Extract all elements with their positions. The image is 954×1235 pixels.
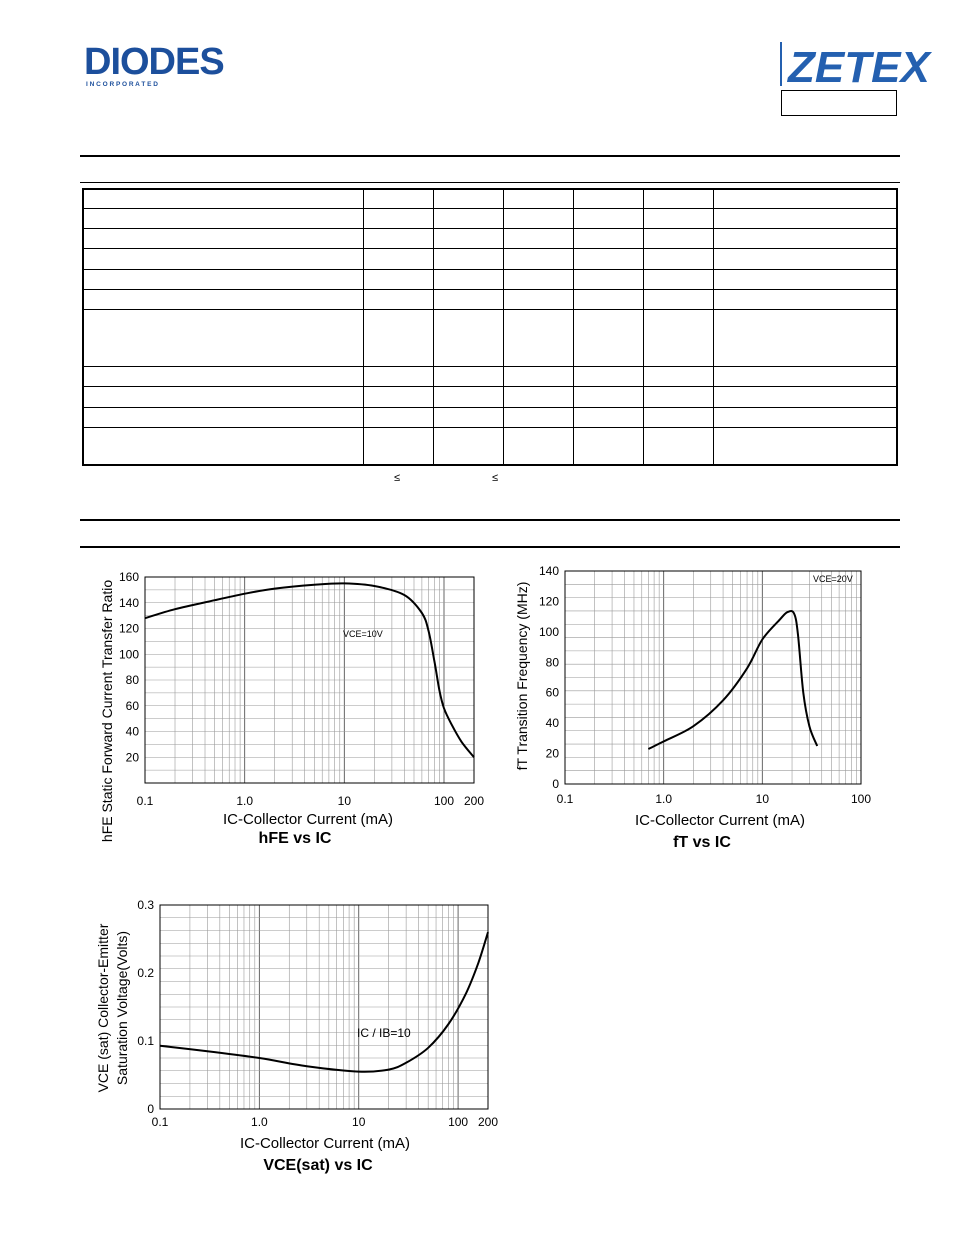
y-tick-label: 60: [125, 698, 139, 713]
chart-title: VCE(sat) vs IC: [263, 1157, 373, 1174]
y-tick-label: 60: [545, 685, 559, 700]
y-tick-label: 140: [118, 595, 139, 610]
x-tick-label: 100: [433, 794, 455, 808]
x-tick-label: 0.1: [556, 792, 574, 806]
x-tick-label: 0.1: [151, 1115, 169, 1129]
y-tick-label: 160: [118, 570, 139, 584]
y-tick-label: 100: [118, 647, 139, 662]
y-tick-label: 0.1: [137, 1034, 154, 1048]
y-axis-label: fT Transition Frequency (MHz): [514, 581, 530, 771]
y-tick-label: 0: [147, 1102, 154, 1116]
curve-annotation: VCE=20V: [813, 574, 853, 584]
x-tick-label: 1.0: [655, 792, 673, 806]
y-axis-label: hFE Static Forward Current Transfer Ratio: [99, 579, 115, 843]
x-tick-label: 10: [337, 794, 352, 808]
x-axis-label: IC-Collector Current (mA): [222, 811, 394, 828]
y-tick-label: 0.2: [137, 966, 154, 980]
curve-annotation: IC / IB=10: [357, 1026, 411, 1040]
diodes-logo-subtext: I N C O R P O R A T E D: [86, 81, 158, 88]
x-axis-label: IC-Collector Current (mA): [239, 1135, 411, 1152]
x-axis-label: IC-Collector Current (mA): [634, 812, 806, 829]
y-tick-label: 40: [125, 724, 139, 739]
note-le-symbol: ≤: [394, 472, 401, 484]
x-tick-label: 10: [352, 1115, 366, 1129]
ft-vs-ic-chart: [514, 564, 871, 851]
vcesat-vs-ic-chart: [95, 898, 498, 1174]
curve-annotation: VCE=10V: [343, 629, 383, 639]
chart-title: fT vs IC: [673, 834, 731, 851]
note-le-symbol: ≤: [492, 472, 499, 484]
x-tick-label: 1.0: [251, 1115, 268, 1129]
y-tick-label: 40: [545, 716, 559, 731]
x-tick-label: 0.1: [136, 794, 154, 808]
y-tick-label: 0: [552, 777, 559, 791]
y-axis-label-line2: Saturation Voltage(Volts): [114, 930, 130, 1086]
y-axis-label: VCE (sat) Collector-Emitter: [95, 923, 111, 1093]
zetex-logo-text: ZETEX: [788, 43, 930, 92]
y-tick-label: 0.3: [137, 898, 154, 912]
x-tick-label: 200: [463, 794, 485, 808]
y-tick-label: 140: [538, 564, 559, 578]
x-tick-label: 100: [850, 792, 872, 806]
x-tick-label: 10: [755, 792, 770, 806]
y-tick-label: 20: [125, 750, 139, 765]
diodes-logo-text: DIODES: [84, 41, 224, 83]
chart-title: hFE vs IC: [258, 830, 332, 847]
y-tick-label: 120: [118, 621, 139, 636]
y-tick-label: 80: [125, 673, 139, 687]
x-tick-label: 1.0: [236, 794, 254, 808]
y-tick-label: 80: [545, 655, 559, 670]
y-tick-label: 120: [538, 594, 559, 609]
y-tick-label: 100: [538, 624, 559, 639]
series-line: [160, 932, 488, 1072]
hfe-vs-ic-chart: [99, 570, 484, 847]
y-tick-label: 20: [545, 746, 559, 761]
x-tick-label: 100: [448, 1115, 469, 1129]
x-tick-label: 200: [477, 1115, 499, 1129]
